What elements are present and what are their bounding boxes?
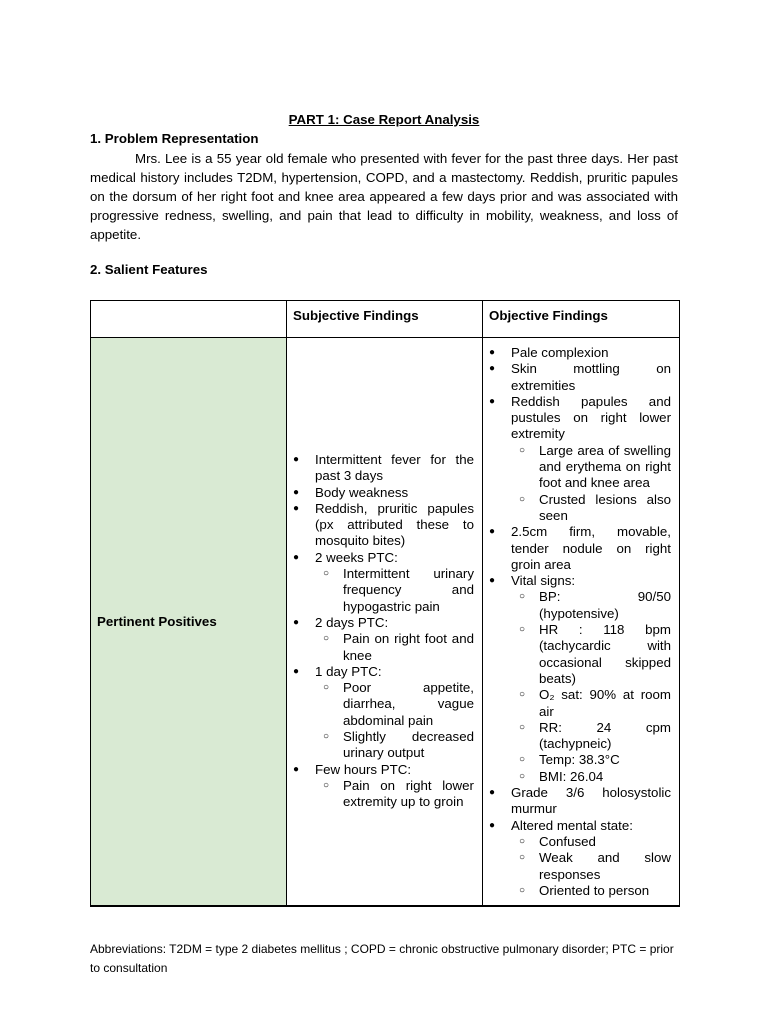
sub-list-item-text: BP: 90/50 (hypotensive) (539, 589, 671, 621)
list-item-text: Reddish papules and pustules on right lower extremity (511, 393, 671, 442)
bullet-dot-icon: ● (293, 486, 300, 498)
list-item-text: 2 weeks PTC: (315, 549, 398, 565)
bullet-circle-icon: ○ (519, 591, 526, 603)
table-header-objective: Objective Findings (483, 301, 680, 338)
list-item (293, 664, 474, 762)
sub-list-item (293, 680, 474, 729)
sub-list (511, 443, 671, 524)
page-title: PART 1: Case Report Analysis (288, 112, 480, 127)
sub-list-item (293, 566, 474, 615)
list-item (489, 361, 671, 394)
list-item-text: Skin mottling on extremities (511, 361, 671, 393)
bullet-circle-icon: ○ (323, 779, 330, 791)
sub-list-item-text: RR: 24 cpm (tachypneic) (539, 719, 671, 752)
sub-list-item-text: Slightly decreased urinary output (343, 729, 474, 761)
objective-list (489, 345, 671, 899)
list-item-text: Vital signs: (511, 573, 576, 589)
bullet-dot-icon: ● (489, 575, 496, 587)
sub-list-item-text: Crusted lesions also seen (539, 491, 671, 523)
bullet-dot-icon: ● (293, 454, 300, 465)
bullet-circle-icon: ○ (519, 721, 526, 733)
bullet-circle-icon: ○ (519, 624, 526, 636)
sub-list-item-text: Intermittent urinary frequency and hypogastric pain (343, 566, 474, 614)
bullet-circle-icon: ○ (323, 633, 330, 645)
bullet-circle-icon: ○ (519, 444, 526, 456)
sub-list (511, 589, 671, 785)
sub-list (315, 680, 474, 761)
list-item-text: Body weakness (315, 484, 409, 500)
list-item (293, 485, 474, 501)
list-item (489, 818, 671, 899)
sub-list (315, 566, 474, 615)
subjective-findings-cell (287, 338, 483, 907)
bullet-dot-icon: ● (489, 819, 496, 831)
sub-list-item-text: Pain on right foot and knee (343, 631, 474, 663)
list-item (489, 394, 671, 524)
bullet-circle-icon: ○ (519, 493, 526, 505)
list-item-text: Reddish, pruritic papules (px attributed these to mosquito bites) (315, 500, 474, 549)
bullet-circle-icon: ○ (519, 884, 526, 896)
list-item (293, 501, 474, 550)
bullet-circle-icon: ○ (519, 689, 526, 701)
objective-findings-list (483, 338, 679, 905)
sub-list-item (293, 631, 474, 664)
table-row-pertinent-positives (91, 338, 680, 907)
list-item-text: Intermittent fever for the past 3 days (315, 452, 474, 484)
bullet-dot-icon: ● (489, 787, 496, 799)
list-item-text: Few hours PTC: (315, 761, 412, 777)
bullet-dot-icon: ● (293, 551, 300, 563)
bullet-circle-icon: ○ (519, 754, 526, 766)
sub-list-item (489, 443, 671, 492)
sub-list-item (489, 752, 671, 768)
problem-representation-text: Mrs. Lee is a 55 year old female who presented with fever for the past three days. Her past medical history includes T2DM, hypertension, COPD, and a mastectomy. Reddish, pruritic papules on the dorsum of her right foot and knee area appeared a few days prior and was associated with progressive redness, swelling, and pain that lead to difficulty in mobility, weakness, and loss of appetite. (90, 151, 678, 242)
table-header-blank (91, 301, 287, 338)
list-item (293, 452, 474, 485)
bullet-circle-icon: ○ (519, 852, 526, 864)
list-item (489, 573, 671, 785)
list-item-text: Grade 3/6 holosystolic murmur (511, 785, 671, 817)
sub-list-item-text: O₂ sat: 90% at room air (539, 687, 671, 719)
list-item-text: 1 day PTC: (315, 663, 382, 679)
problem-representation-heading: 1. Problem Representation (90, 131, 259, 146)
sub-list-item (293, 778, 474, 811)
sub-list-item-text: BMI: 26.04 (539, 768, 604, 784)
list-item-text: Altered mental state: (511, 817, 633, 833)
abbreviations-footnote: Abbreviations: T2DM = type 2 diabetes mellitus ; COPD = chronic obstructive pulmonary disorder; PTC = prior to consultation (90, 942, 674, 975)
sub-list-item-text: Large area of swelling and erythema on right foot and knee area (539, 442, 671, 491)
row-label-pertinent-positives: Pertinent Positives (91, 338, 287, 907)
bullet-dot-icon: ● (489, 526, 496, 538)
sub-list-item (489, 492, 671, 525)
sub-list-item (489, 622, 671, 687)
sub-list-item (489, 589, 671, 622)
bullet-dot-icon: ● (489, 395, 496, 407)
sub-list-item (489, 834, 671, 850)
sub-list-item (489, 769, 671, 785)
bullet-dot-icon: ● (489, 347, 496, 358)
bullet-dot-icon: ● (293, 763, 300, 775)
bullet-circle-icon: ○ (323, 568, 330, 580)
list-item (293, 550, 474, 615)
list-item-text: 2 days PTC: (315, 614, 389, 630)
sub-list-item-text: Confused (539, 833, 596, 849)
subjective-findings-list (287, 338, 482, 817)
sub-list (315, 778, 474, 811)
table-header-subjective: Subjective Findings (287, 301, 483, 338)
sub-list (315, 631, 474, 664)
list-item (489, 345, 671, 361)
salient-features-heading: 2. Salient Features (90, 262, 208, 277)
sub-list-item-text: Poor appetite, diarrhea, vague abdominal pain (343, 680, 474, 728)
sub-list-item (293, 729, 474, 762)
sub-list-item-text: Temp: 38.3°C (539, 752, 620, 768)
list-item (489, 785, 671, 818)
list-item (293, 615, 474, 664)
objective-findings-cell (483, 338, 680, 907)
sub-list-item (489, 883, 671, 899)
sub-list-item (489, 850, 671, 883)
sub-list-item (489, 687, 671, 720)
table-header-row (91, 301, 680, 338)
bullet-dot-icon: ● (293, 502, 300, 514)
list-item-text: Pale complexion (511, 345, 609, 360)
sub-list-item (489, 720, 671, 753)
list-item (293, 762, 474, 811)
sub-list-item-text: Pain on right lower extremity up to groin (343, 777, 474, 810)
bullet-dot-icon: ● (293, 616, 300, 628)
bullet-dot-icon: ● (489, 363, 496, 375)
bullet-circle-icon: ○ (519, 835, 526, 847)
list-item-text: 2.5cm firm, movable, tender nodule on right groin area (511, 524, 671, 572)
sub-list-item-text: Weak and slow responses (539, 850, 671, 882)
list-item (489, 524, 671, 573)
sub-list-item-text: HR : 118 bpm (tachycardic with occasional skipped beats) (539, 622, 671, 686)
bullet-circle-icon: ○ (323, 682, 330, 694)
sub-list-item-text: Oriented to person (539, 882, 650, 898)
subjective-list (293, 452, 474, 811)
salient-features-table (90, 300, 680, 907)
bullet-dot-icon: ● (293, 665, 300, 677)
bullet-circle-icon: ○ (519, 770, 526, 782)
sub-list (511, 834, 671, 899)
bullet-circle-icon: ○ (323, 731, 330, 743)
